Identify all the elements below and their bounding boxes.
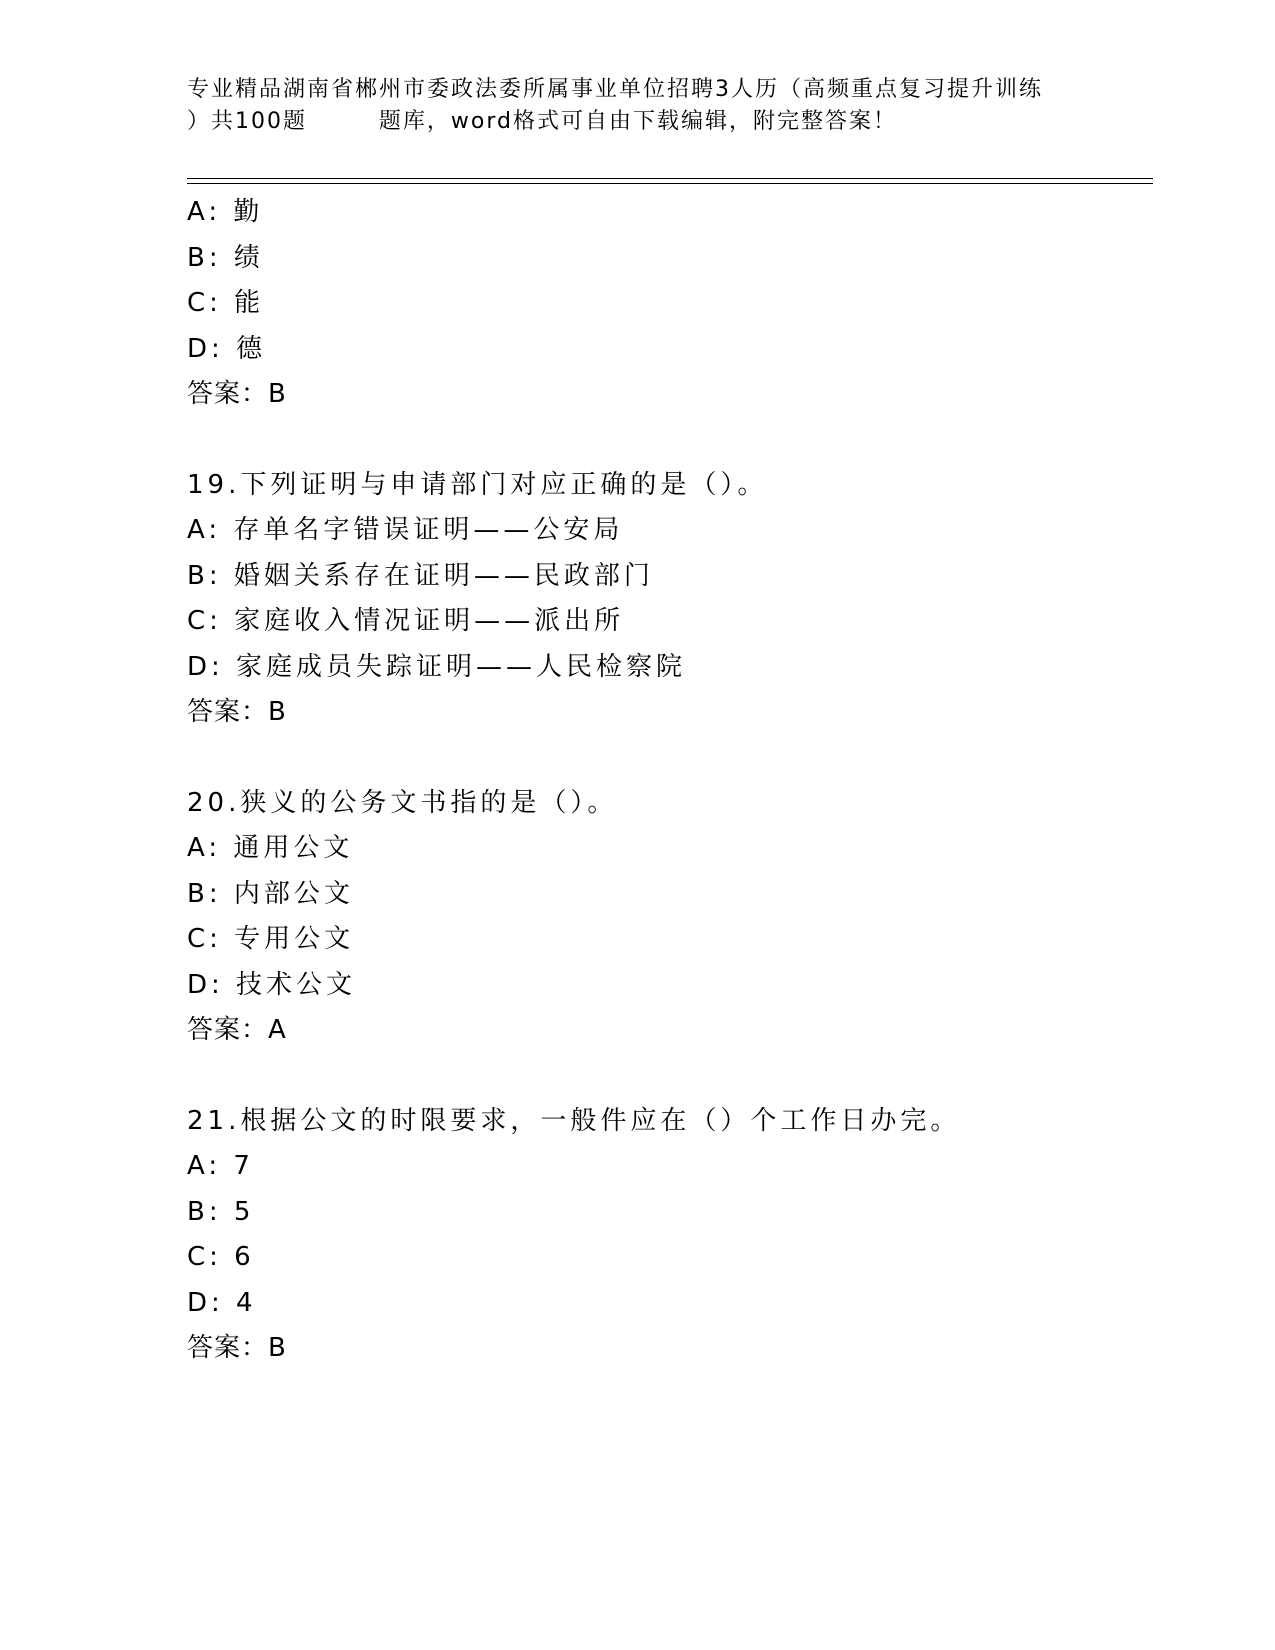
option-a: A: 通用公文 (187, 833, 354, 863)
option-b: B: 5 (187, 1196, 255, 1227)
option-d: D: 德 (187, 333, 267, 364)
option-b: B: 绩 (187, 242, 264, 273)
question-title: 19.下列证明与申请部门对应正确的是（）。 (187, 469, 768, 500)
option-b: B: 内部公文 (187, 878, 354, 909)
option-c: C: 6 (187, 1242, 255, 1272)
question-20 (187, 781, 1153, 1054)
option-a: A: 7 (187, 1151, 254, 1181)
question-title: 20.狭义的公务文书指的是（）。 (187, 787, 618, 818)
option-a: A: 存单名字错误证明——公安局 (187, 515, 624, 545)
header-divider-top (187, 178, 1153, 179)
question-18-continued (187, 190, 1153, 418)
option-a: A: 勤 (187, 197, 264, 227)
document-header (187, 74, 1087, 138)
answer: 答案：A (187, 1015, 287, 1045)
answer: 答案：B (187, 379, 287, 409)
header-title-line-1: 专业精品湖南省郴州市委政法委所属事业单位招聘3人历（高频重点复习提升训练 (187, 77, 1043, 102)
option-d: D: 技术公文 (187, 969, 357, 1000)
answer: 答案：B (187, 1333, 287, 1363)
header-title-line-2: ）共100题 题库，word格式可自由下载编辑，附完整答案！ (187, 109, 898, 134)
option-c: C: 能 (187, 288, 265, 318)
option-b: B: 婚姻关系存在证明——民政部门 (187, 560, 654, 591)
option-c: C: 家庭收入情况证明——派出所 (187, 606, 625, 636)
question-19 (187, 463, 1153, 736)
question-title: 21.根据公文的时限要求，一般件应在（）个工作日办完。 (187, 1105, 961, 1136)
header-divider-bottom (187, 183, 1153, 184)
question-list (187, 190, 1153, 1372)
question-21 (187, 1099, 1153, 1372)
answer: 答案：B (187, 697, 287, 727)
option-d: D: 家庭成员失踪证明——人民检察院 (187, 651, 687, 682)
option-d: D: 4 (187, 1287, 257, 1318)
option-c: C: 专用公文 (187, 924, 355, 954)
